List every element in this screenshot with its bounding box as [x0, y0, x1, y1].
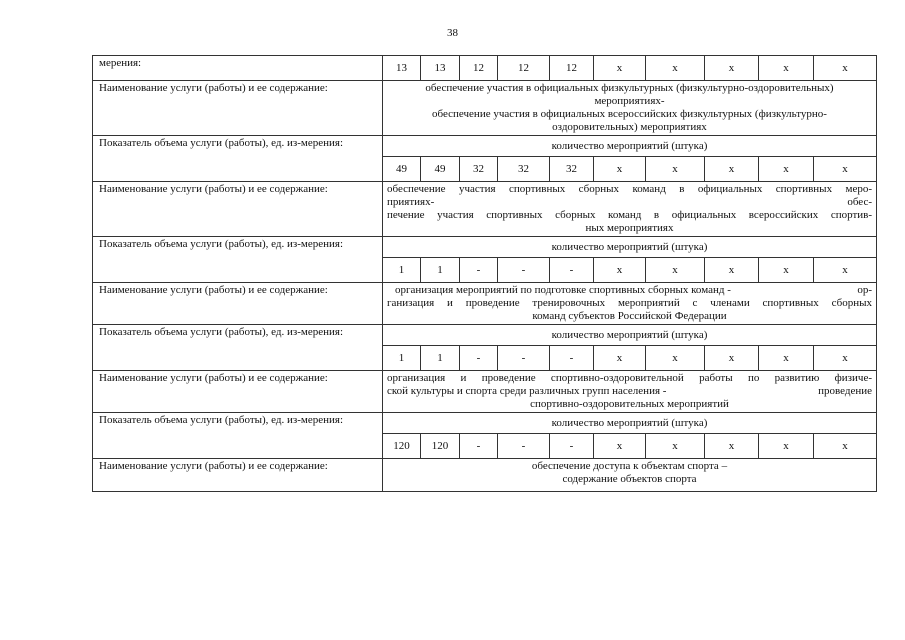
- value-cell: х: [814, 434, 877, 459]
- content-line: организация и проведение спортивно-оздоровительной работы по развитию физиче-: [387, 372, 872, 384]
- service-content: [383, 371, 877, 413]
- value-cell: х: [814, 157, 877, 182]
- value-cell: х: [759, 157, 814, 182]
- value-cell: х: [759, 258, 814, 283]
- value-cell: 1: [383, 258, 421, 283]
- value-cell: 1: [421, 258, 460, 283]
- table-row: [93, 56, 877, 81]
- value-cell: х: [814, 346, 877, 371]
- value-cell: х: [705, 56, 759, 81]
- unit-cell: количество мероприятий (штука): [383, 136, 877, 157]
- table-row: [93, 459, 877, 492]
- content-fragment: обес-: [847, 196, 872, 208]
- value-cell: 32: [498, 157, 550, 182]
- value-cell: -: [460, 346, 498, 371]
- value-cell: -: [550, 258, 594, 283]
- value-cell: х: [646, 346, 705, 371]
- service-content: [383, 182, 877, 237]
- table-row: [93, 182, 877, 237]
- value-cell: х: [759, 346, 814, 371]
- table-row: [93, 136, 877, 157]
- content-line: обеспечение доступа к объектам спорта –: [531, 460, 728, 472]
- indicator-label: Показатель объема услуги (работы), ед. из-мерения:: [93, 237, 383, 283]
- value-cell: 1: [383, 346, 421, 371]
- value-cell: 49: [383, 157, 421, 182]
- value-cell: х: [594, 157, 646, 182]
- content-fragment: приятиях-: [387, 196, 435, 208]
- content-line: [387, 284, 872, 297]
- value-cell: -: [460, 258, 498, 283]
- value-cell: х: [646, 258, 705, 283]
- value-cell: х: [646, 56, 705, 81]
- value-cell: х: [594, 56, 646, 81]
- content-fragment: ской культуры и спорта среди различных групп населения -: [387, 385, 667, 397]
- value-cell: х: [646, 434, 705, 459]
- value-cell: 12: [498, 56, 550, 81]
- content-line: оздоровительных) мероприятиях: [552, 121, 707, 133]
- value-cell: 13: [383, 56, 421, 81]
- content-line: мероприятиях-: [594, 95, 665, 107]
- value-cell: 49: [421, 157, 460, 182]
- value-cell: х: [594, 346, 646, 371]
- table-row: [93, 371, 877, 413]
- content-line: команд субъектов Российской Федерации: [532, 310, 727, 322]
- unit-cell: количество мероприятий (штука): [383, 237, 877, 258]
- value-cell: 12: [460, 56, 498, 81]
- value-cell: х: [646, 157, 705, 182]
- value-cell: х: [705, 157, 759, 182]
- value-cell: х: [594, 434, 646, 459]
- value-cell: -: [460, 434, 498, 459]
- service-label: Наименование услуги (работы) и ее содержание:: [93, 459, 383, 492]
- unit-cell: количество мероприятий (штука): [383, 413, 877, 434]
- content-line: ганизация и проведение тренировочных мероприятий с членами спортивных сборных: [387, 297, 872, 309]
- service-label: Наименование услуги (работы) и ее содержание:: [93, 371, 383, 413]
- content-line: обеспечение участия спортивных сборных команд в официальных спортивных меро-: [387, 183, 872, 195]
- value-cell: х: [705, 258, 759, 283]
- content-line: печение участия спортивных сборных команд в официальных всероссийских спортив-: [387, 209, 872, 221]
- content-line: [387, 196, 872, 209]
- unit-cell: количество мероприятий (штука): [383, 325, 877, 346]
- value-cell: -: [498, 434, 550, 459]
- page-number: 38: [447, 27, 458, 39]
- service-content: [383, 459, 877, 492]
- content-line: содержание объектов спорта: [562, 473, 697, 485]
- service-label: Наименование услуги (работы) и ее содержание:: [93, 182, 383, 237]
- content-line: ных мероприятиях: [585, 222, 674, 234]
- value-cell: 13: [421, 56, 460, 81]
- value-cell: 32: [550, 157, 594, 182]
- value-cell: 12: [550, 56, 594, 81]
- content-line: [387, 385, 872, 398]
- table-row: [93, 413, 877, 434]
- value-cell: х: [759, 56, 814, 81]
- value-cell: -: [498, 346, 550, 371]
- value-cell: х: [814, 258, 877, 283]
- indicator-label: Показатель объема услуги (работы), ед. из-мерения:: [93, 413, 383, 459]
- content-fragment: проведение: [818, 385, 872, 397]
- content-line: спортивно-оздоровительных мероприятий: [530, 398, 729, 410]
- value-cell: 120: [421, 434, 460, 459]
- value-cell: х: [759, 434, 814, 459]
- service-label: Наименование услуги (работы) и ее содержание:: [93, 81, 383, 136]
- table-row: [93, 325, 877, 346]
- table-row: [93, 283, 877, 325]
- indicator-label: Показатель объема услуги (работы), ед. из-мерения:: [93, 325, 383, 371]
- table-row: [93, 81, 877, 136]
- service-table: [92, 55, 877, 492]
- value-cell: -: [550, 346, 594, 371]
- indicator-label: мерения:: [93, 56, 383, 81]
- value-cell: х: [705, 434, 759, 459]
- value-cell: -: [550, 434, 594, 459]
- content-fragment: ор-: [857, 284, 872, 296]
- service-label: Наименование услуги (работы) и ее содержание:: [93, 283, 383, 325]
- value-cell: 32: [460, 157, 498, 182]
- value-cell: х: [594, 258, 646, 283]
- service-content: [383, 81, 877, 136]
- value-cell: -: [498, 258, 550, 283]
- content-fragment: организация мероприятий по подготовке спортивных сборных команд -: [395, 284, 731, 296]
- value-cell: х: [705, 346, 759, 371]
- indicator-label: Показатель объема услуги (работы), ед. из-мерения:: [93, 136, 383, 182]
- value-cell: 120: [383, 434, 421, 459]
- table-row: [93, 237, 877, 258]
- value-cell: 1: [421, 346, 460, 371]
- content-line: обеспечение участия в официальных физкультурных (физкультурно-оздоровительных): [425, 82, 834, 94]
- value-cell: х: [814, 56, 877, 81]
- service-content: [383, 283, 877, 325]
- content-line: обеспечение участия в официальных всероссийских физкультурных (физкультурно-: [432, 108, 827, 120]
